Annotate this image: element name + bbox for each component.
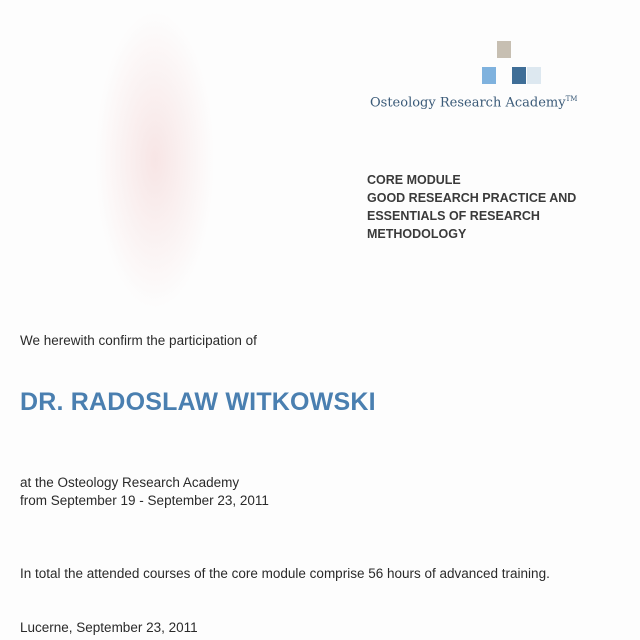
place-date-text: Lucerne, September 23, 2011: [20, 620, 198, 635]
organization-name: Osteology Research Academy™: [370, 95, 578, 111]
scan-artifact: [95, 10, 215, 310]
confirm-text: We herewith confirm the participation of: [20, 333, 257, 348]
dates-text: from September 19 - September 23, 2011: [20, 493, 269, 508]
module-title: CORE MODULE GOOD RESEARCH PRACTICE AND ESSENTIALS OF RESEARCH METHODOLOGY: [367, 173, 577, 241]
location-text: at the Osteology Research Academy: [20, 475, 240, 490]
participant-name: DR. RADOSLAW WITKOWSKI: [20, 388, 376, 416]
total-hours-text: In total the attended courses of the core module comprise 56 hours of advanced training.: [20, 566, 550, 581]
